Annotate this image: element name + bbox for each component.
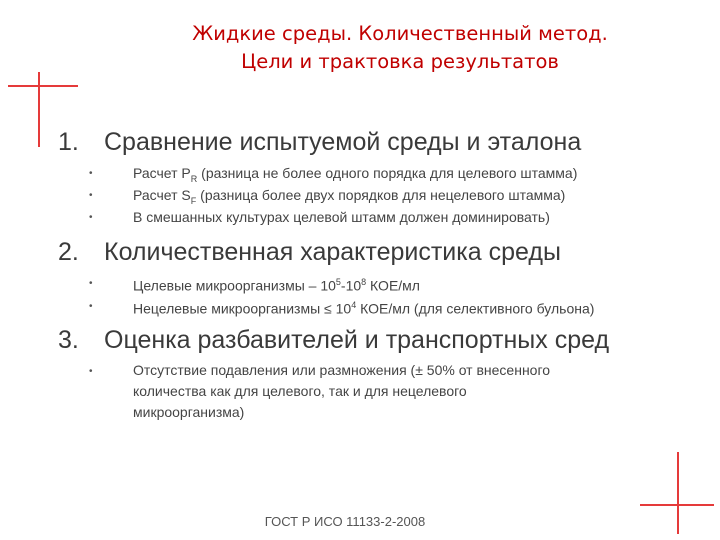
decor-line-left-vertical	[38, 72, 40, 147]
bullet-line: микроорганизма)	[133, 404, 245, 420]
decor-line-top-horizontal	[8, 85, 78, 87]
bullet-text	[133, 360, 550, 423]
section-title: Оценка разбавителей и транспортных сред	[104, 326, 610, 354]
bullet-icon: •	[89, 366, 93, 377]
bullet-icon: •	[89, 301, 93, 312]
section-title: Количественная характеристика среды	[104, 238, 561, 266]
section-2-heading	[58, 238, 561, 267]
bullet-text: Расчет $S_F$ (разница более двух порядков для нецелевого штамма)	[133, 187, 566, 206]
section-3-heading	[58, 326, 609, 355]
bullet-icon: •	[89, 168, 93, 179]
section-title: Сравнение испытуемой среды и эталона	[104, 128, 582, 156]
bullet-text: Нецелевые микроорганизмы ≤ $10^4$ КОЕ/мл (для селективного бульона)	[133, 300, 595, 317]
section-number: 1.	[58, 128, 79, 156]
bullet-text: Целевые микроорганизмы – $10^5-10^8$ КОЕ/мл	[133, 277, 420, 294]
bullet-icon: •	[89, 278, 93, 289]
footer-reference: ГОСТ Р ИСО 11133-2-2008	[264, 514, 426, 529]
section-1-heading	[58, 128, 581, 157]
title-line-1: Жидкие среды. Количественный метод.	[192, 22, 608, 45]
decor-line-bottom-horizontal	[640, 504, 714, 506]
bullet-text: В смешанных культурах целевой штамм должен доминировать)	[133, 209, 550, 225]
bullet-line: количества как для целевого, так и для нецелевого	[133, 383, 467, 399]
title-line-2: Цели и трактовка результатов	[241, 50, 559, 73]
section-number: 3.	[58, 326, 79, 354]
bullet-line: Отсутствие подавления или размножения (± 50% от внесенного	[133, 362, 551, 378]
slide-title	[120, 20, 680, 76]
section-number: 2.	[58, 238, 79, 266]
bullet-text: Расчет $P_R$ (разница не более одного порядка для целевого штамма)	[133, 165, 578, 184]
bullet-icon: •	[89, 212, 93, 223]
bullet-icon: •	[89, 190, 93, 201]
